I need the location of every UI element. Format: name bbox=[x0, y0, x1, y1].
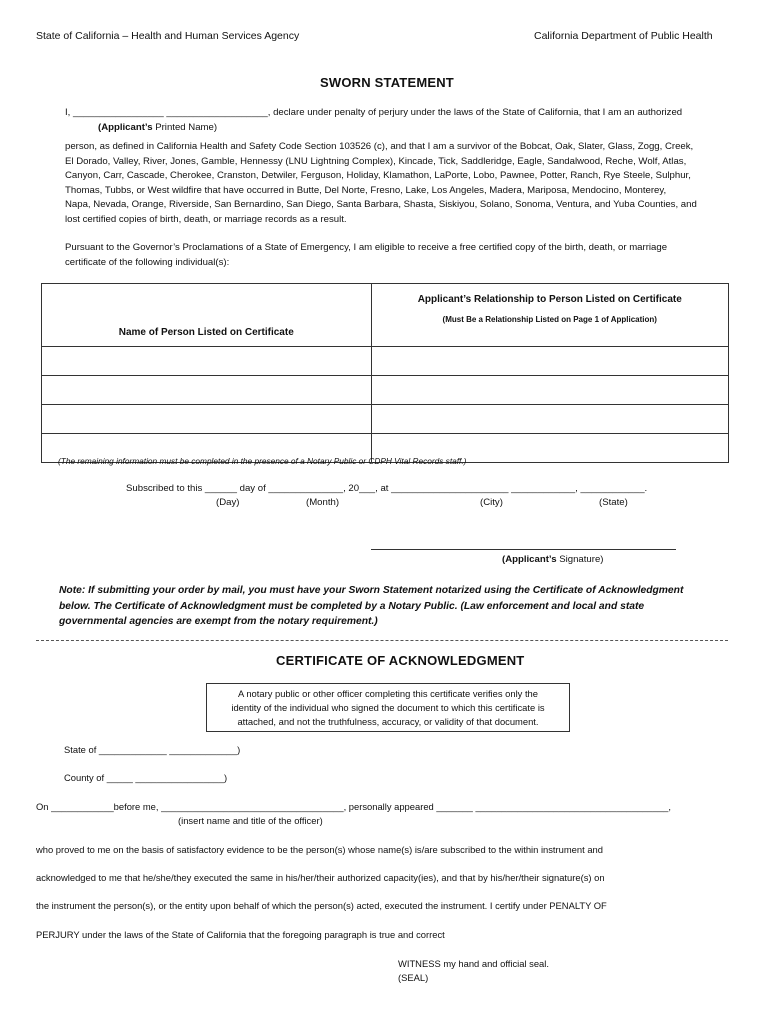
printed-name-label-rest: Printed Name) bbox=[152, 122, 218, 133]
eligibility-paragraph bbox=[65, 241, 733, 270]
acknowledgment-line: acknowledged to me that he/she/they executed the same in his/her/their authorized capacity(ies), and that by his/her/their signature(s) on bbox=[36, 872, 605, 883]
note-line: Note: If submitting your order by mail, you must have your Sworn Statement notarized using the Certificate of Acknowledgment bbox=[59, 585, 684, 596]
officer-name-label: (insert name and title of the officer) bbox=[178, 815, 323, 826]
day-label: (Day) bbox=[216, 497, 240, 508]
table-row bbox=[42, 376, 729, 405]
paragraph-line: lost certified copies of birth, death, or marriage records as a result. bbox=[65, 213, 347, 225]
paragraph-line: person, as defined in California Health and Safety Code Section 103526 (c), and that I am a survivor of the Bobcat, Oak, Slater, Glass, Zogg, Creek, bbox=[65, 141, 694, 152]
paragraph-line: El Dorado, Valley, River, Jones, Gamble, Hennessy (LNU Lightning Complex), Kincade, Tick, Saddleridge, Eagle, Sandalwood, Reche, Wolf, Atlas, bbox=[65, 155, 687, 167]
cut-divider bbox=[36, 640, 728, 641]
department-header: California Department of Public Health bbox=[534, 30, 713, 42]
name-column-header: Name of Person Listed on Certificate bbox=[42, 284, 372, 347]
sworn-statement-title: SWORN STATEMENT bbox=[320, 75, 454, 90]
state-of-field[interactable]: State of _____________ _____________) bbox=[64, 744, 241, 755]
relationship-header-sublabel: (Must Be a Relationship Listed on Page 1 of Application) bbox=[442, 315, 657, 324]
mail-notarization-note bbox=[59, 583, 749, 630]
certificate-table bbox=[41, 283, 729, 463]
witness-line: WITNESS my hand and official seal. bbox=[398, 958, 549, 969]
certificate-title: CERTIFICATE OF ACKNOWLEDGMENT bbox=[276, 653, 525, 668]
note-line: below. The Certificate of Acknowledgment must be completed by a Notary Public. (Law enforcement and local and state bbox=[59, 600, 645, 612]
table-row bbox=[42, 405, 729, 434]
relationship-cell[interactable] bbox=[371, 347, 729, 376]
signature-label-bold: (Applicant’s bbox=[502, 554, 557, 565]
relationship-cell[interactable] bbox=[371, 405, 729, 434]
paragraph-line: Pursuant to the Governor’s Proclamations of a State of Emergency, I am eligible to receive a free certified copy of the birth, death, or marriage bbox=[65, 242, 668, 253]
paragraph-line: Canyon, Carr, Cascade, Cherokee, Cranston, Detwiler, Ferguson, Holiday, Klamathon, LaPorte, Lobo, Pawnee, Potter, Ranch, Rye Steele, Sulphur, bbox=[65, 170, 691, 181]
disclaimer-line: A notary public or other officer completing this certificate verifies only the bbox=[238, 688, 538, 699]
relationship-header-label: Applicant’s Relationship to Person Listed on Certificate bbox=[417, 294, 682, 305]
acknowledgment-line: who proved to me on the basis of satisfactory evidence to be the person(s) whose name(s) is/are subscribed to the within instrument and bbox=[36, 844, 603, 855]
agency-header: State of California – Health and Human Services Agency bbox=[36, 30, 300, 42]
paragraph-line: Thomas, Tubbs, or West wildfire that have occurred in Butte, Del Norte, Fresno, Lake, Los Angeles, Madera, Mariposa, Mendocino, Monterey, bbox=[65, 184, 667, 196]
subscribed-line: Subscribed to this ______ day of ______________, 20___, at ______________________ ____________, ____________. bbox=[126, 483, 648, 494]
table-row bbox=[42, 347, 729, 376]
paragraph-line: Napa, Nevada, Orange, Riverside, San Bernardino, San Diego, Santa Barbara, Shasta, Siskiyou, Solano, Sonoma, Ventura, and Yuba Counties, and bbox=[65, 199, 697, 210]
name-cell[interactable] bbox=[42, 405, 372, 434]
relationship-cell[interactable] bbox=[371, 376, 729, 405]
personally-appeared-line[interactable]: On ____________before me, ___________________________________, personally appeared _______ _____________________________________, bbox=[36, 801, 671, 812]
paragraph-line: certificate of the following individual(s): bbox=[65, 256, 230, 268]
declaration-line: I, _________________ ___________________, declare under penalty of perjury under the laws of the State of California, that I am an authorized bbox=[65, 107, 683, 118]
notary-disclaimer-box bbox=[206, 683, 570, 732]
city-label: (City) bbox=[480, 497, 503, 508]
seal-label: (SEAL) bbox=[398, 972, 429, 983]
name-cell[interactable] bbox=[42, 376, 372, 405]
printed-name-label bbox=[98, 122, 217, 133]
acknowledgment-line: PERJURY under the laws of the State of California that the foregoing paragraph is true and correct bbox=[36, 929, 445, 940]
survivor-paragraph bbox=[65, 140, 733, 227]
month-label: (Month) bbox=[306, 497, 340, 508]
signature-label-rest: Signature) bbox=[556, 554, 604, 565]
acknowledgment-line: the instrument the person(s), or the entity upon behalf of which the person(s) acted, executed the instrument. I certify under PENALTY OF bbox=[36, 900, 607, 911]
signature-line[interactable] bbox=[371, 549, 676, 550]
notary-presence-note: (The remaining information must be completed in the presence of a Notary Public or CDPH Vital Records staff.) bbox=[58, 456, 467, 466]
disclaimer-line: identity of the individual who signed the document to which this certificate is bbox=[231, 702, 545, 713]
state-label: (State) bbox=[599, 497, 628, 508]
county-of-field[interactable]: County of _____ _________________) bbox=[64, 772, 228, 783]
name-cell[interactable] bbox=[42, 347, 372, 376]
applicant-signature-label bbox=[502, 554, 603, 565]
note-line: governmental agencies are exempt from the notary requirement.) bbox=[59, 616, 378, 627]
disclaimer-line: attached, and not the truthfulness, accuracy, or validity of that document. bbox=[237, 716, 539, 727]
relationship-column-header bbox=[371, 284, 729, 347]
printed-name-label-bold: (Applicant’s bbox=[98, 122, 153, 133]
